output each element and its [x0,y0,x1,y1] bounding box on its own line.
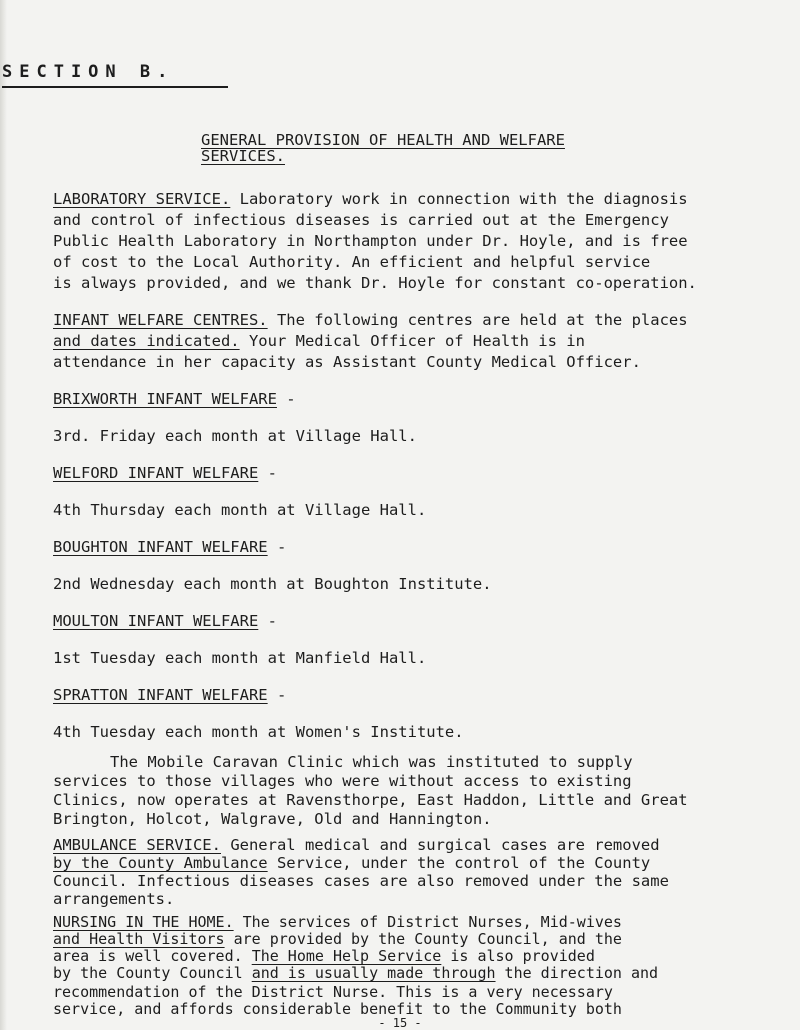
centre-name: WELFORD INFANT WELFARE - [53,464,277,482]
page-number: - 15 - [378,1016,422,1030]
centre-name: BRIXWORTH INFANT WELFARE - [53,390,296,408]
infant-welfare-para-line2: and dates indicated. Your Medical Officer of Health is in [53,332,585,350]
centre-detail: 2nd Wednesday each month at Boughton Institute. [53,575,492,593]
nursing-para-line2: and Health Visitors are provided by the County Council, and the [53,930,622,948]
laboratory-heading: LABORATORY SERVICE. [53,190,231,208]
centre-detail: 1st Tuesday each month at Manfield Hall. [53,649,427,667]
laboratory-para-line2: and control of infectious diseases is carried out at the Emergency [53,211,669,229]
nursing-para-line4: by the County Council and is usually made through the direction and [53,964,659,982]
laboratory-para-line4: of cost to the Local Authority. An efficient and helpful service [53,253,651,271]
mobile-clinic-line4: Brington, Holcot, Walgrave, Old and Hannington. [53,810,492,828]
ambulance-para-line2: by the County Ambulance Service, under the control of the County [53,854,651,872]
page-heading-line1: GENERAL PROVISION OF HEALTH AND WELFARE [201,131,565,149]
centre-name: MOULTON INFANT WELFARE - [53,612,277,630]
infant-welfare-para-line3: attendance in her capacity as Assistant County Medical Officer. [53,353,641,371]
scan-edge-shadow [0,0,7,1030]
section-title: SECTION B. [2,62,175,82]
page-heading-line2: SERVICES. [201,147,285,165]
infant-welfare-heading: INFANT WELFARE CENTRES. [53,311,268,329]
nursing-para-line6: service, and affords considerable benefit to the Community both [53,1000,622,1018]
nursing-para-line5: recommendation of the District Nurse. This is a very necessary [53,983,613,1001]
infant-welfare-para-line1: INFANT WELFARE CENTRES. The following centres are held at the places [53,311,688,329]
ambulance-para-line1: AMBULANCE SERVICE. General medical and surgical cases are removed [53,836,660,854]
nursing-para-line3: area is well covered. The Home Help Service is also provided [53,947,595,965]
laboratory-para-line1: LABORATORY SERVICE. Laboratory work in connection with the diagnosis [53,190,688,208]
laboratory-para-line5: is always provided, and we thank Dr. Hoyle for constant co-operation. [53,274,697,292]
centre-name: SPRATTON INFANT WELFARE - [53,686,287,704]
mobile-clinic-line3: Clinics, now operates at Ravensthorpe, East Haddon, Little and Great [53,791,688,809]
laboratory-para-line3: Public Health Laboratory in Northampton under Dr. Hoyle, and is free [53,232,688,250]
mobile-clinic-line2: services to those villages who were without access to existing [53,772,632,790]
mobile-clinic-line1: The Mobile Caravan Clinic which was instituted to supply [110,753,633,771]
centre-detail: 4th Tuesday each month at Women's Institute. [53,723,464,741]
ambulance-heading: AMBULANCE SERVICE. [53,836,221,854]
centre-detail: 3rd. Friday each month at Village Hall. [53,427,417,445]
nursing-heading: NURSING IN THE HOME. [53,913,234,931]
centre-name: BOUGHTON INFANT WELFARE - [53,538,287,556]
ambulance-para-line3: Council. Infectious diseases cases are also removed under the same [53,872,669,890]
ambulance-para-line4: arrangements. [53,890,175,908]
centre-detail: 4th Thursday each month at Village Hall. [53,501,427,519]
section-underline [2,86,228,88]
nursing-para-line1: NURSING IN THE HOME. The services of District Nurses, Mid-wives [53,913,622,931]
